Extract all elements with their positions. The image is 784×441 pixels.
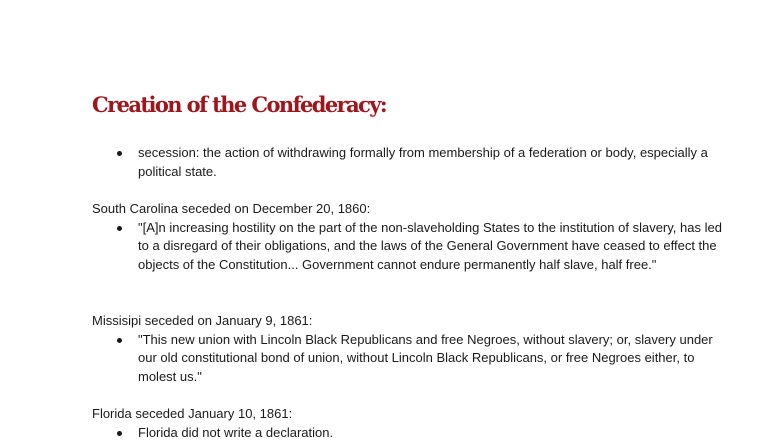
definition-bullet-list (92, 144, 732, 181)
south-carolina-section (92, 200, 732, 274)
definition-section (92, 144, 732, 181)
bullet-dot-icon (117, 151, 122, 156)
bullet-dot-icon (117, 338, 122, 343)
definition-bullet-item (92, 144, 732, 181)
mississippi-bullet-list (92, 331, 732, 387)
south-carolina-quote-item (92, 219, 732, 275)
mississippi-section (92, 312, 732, 386)
florida-note-text: Florida did not write a declaration. (138, 424, 334, 440)
south-carolina-bullet-list (92, 219, 732, 275)
document-title: Creation of the Confederacy: (92, 92, 387, 117)
florida-section (92, 405, 732, 441)
definition-bullet-text: secession: the action of withdrawing formally from membership of a federation or body, especially a political state. (138, 145, 708, 179)
mississippi-quote-item (92, 331, 732, 387)
south-carolina-quote-text: "[A]n increasing hostility on the part of the non-slaveholding States to the institution of slavery, has led to a disregard of their obligations, and the laws of the General Government have ceased to effect the objects of the Constitution... Government cannot endure permanently half slave, half free." (138, 219, 722, 272)
mississippi-quote-text: "This new union with Lincoln Black Republicans and free Negroes, without slavery; or, slavery under our old constitutional bond of union, without Lincoln Black Republicans, or free Negroes either, to molest us." (138, 331, 713, 384)
bullet-dot-icon (117, 226, 122, 231)
mississippi-heading: Missisipi seceded on January 9, 1861: (92, 313, 313, 328)
florida-bullet-list (92, 424, 732, 441)
florida-heading: Florida seceded January 10, 1861: (92, 406, 293, 421)
florida-note-item (92, 424, 732, 441)
bullet-dot-icon (117, 431, 122, 436)
south-carolina-heading: South Carolina seceded on December 20, 1860: (92, 201, 371, 216)
